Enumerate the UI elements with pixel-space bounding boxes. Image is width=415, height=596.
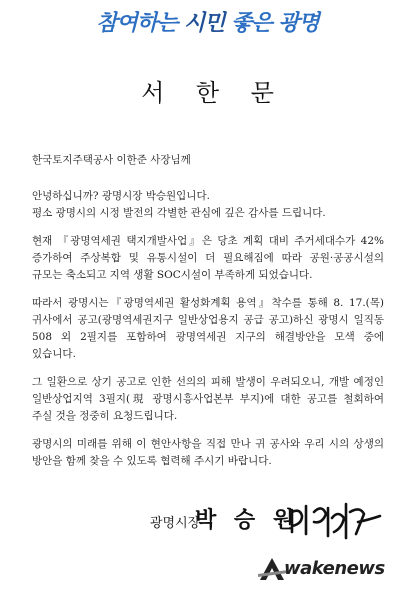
slogan-part-2: 시민 bbox=[183, 11, 225, 36]
slogan-part-1: 참여하는 bbox=[96, 11, 178, 36]
paragraph-request: 그 일환으로 상기 공고로 인한 선의의 피해 발생이 우려되오니, 개발 예정인 일반상업지역 3필지(現 광명시흥사업본부 부지)에 대한 공고를 철회하여 주실 것을 정중히 요청드립니다. bbox=[32, 376, 384, 422]
greeting-line: 안녕하십니까? 광명시장 박승원입니다. bbox=[32, 190, 210, 202]
paragraph-closing: 광명시의 미래를 위해 이 현안사항을 직접 만나 귀 공사와 우리 시의 상생의 방안을 함께 찾을 수 있도록 협력해 주시기 바랍니다. bbox=[32, 438, 384, 467]
handwritten-signature bbox=[286, 498, 386, 542]
watermark-text: wakenews bbox=[284, 558, 385, 579]
city-slogan-logo bbox=[0, 6, 415, 37]
slogan-part-3: 좋은 광명 bbox=[231, 11, 319, 36]
letter-title: 서 한 문 bbox=[141, 79, 286, 107]
paragraph-plan: 따라서 광명시는『광명역세권 활성화계획 용역』착수를 통해 8. 17.(목) 귀사에서 공고(광명역세권지구 일반상업용지 공급 공고)하신 광명시 일직동 508 외 2필지를 포함하여 광명역세권 지구의 해결방안을 모색 중에 있습니다. bbox=[32, 297, 384, 360]
thanks-line: 평소 광명시의 시정 발전의 각별한 관심에 깊은 감사를 드립니다. bbox=[32, 207, 326, 219]
addressee: 한국토지주택공사 이한준 사장님께 bbox=[32, 154, 191, 166]
news-watermark bbox=[258, 556, 406, 582]
letter-body bbox=[32, 152, 384, 470]
signer-title: 광명시장 bbox=[150, 516, 201, 531]
signer-name: 박 승 원 bbox=[195, 507, 300, 533]
paragraph-background: 현재 『광명역세권 택지개발사업』은 당초 계획 대비 주거세대수가 42% 증가하여 주상복합 및 유통시설이 더 필요해짐에 따라 공원·공공시설의 규모는 축소되고 지역 생활 SOC시설이 부족하게 되었습니다. bbox=[32, 235, 384, 281]
